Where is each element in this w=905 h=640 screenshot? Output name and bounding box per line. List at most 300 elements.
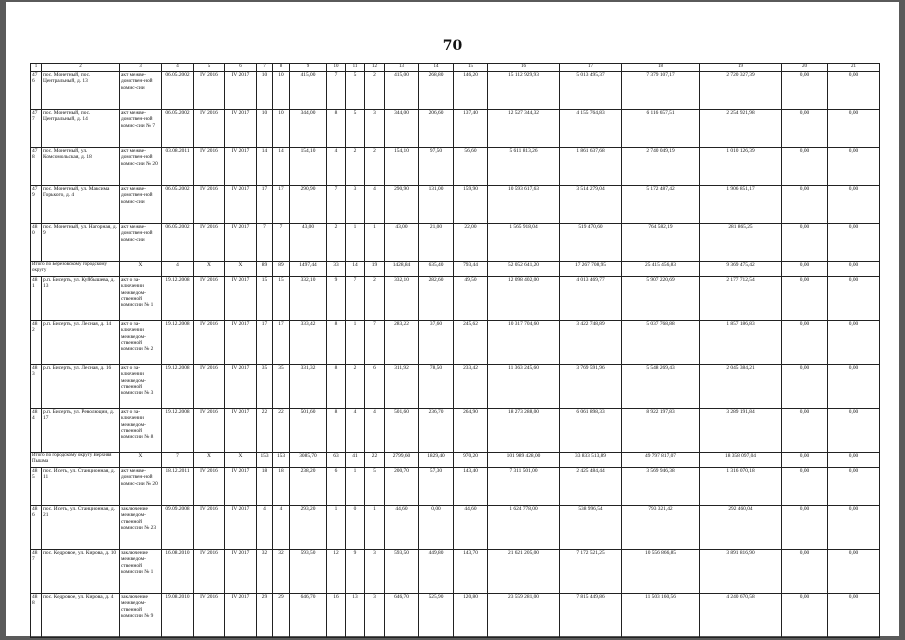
cell-doc: акт межве-домствен-ной комис-сии xyxy=(120,72,162,110)
cell-f2: 6 116 657,51 xyxy=(622,110,700,148)
cell-f2: 49 797 817,07 xyxy=(622,453,700,468)
column-number: 8 xyxy=(273,64,290,72)
column-number: 14 xyxy=(419,64,454,72)
cell-n1: 7 xyxy=(257,224,273,262)
cell-c12: 19 xyxy=(365,262,385,277)
cell-area: 593,50 xyxy=(290,550,327,594)
cell-c15: 44,60 xyxy=(454,506,488,550)
cell-f5: 0,00 xyxy=(828,277,880,321)
cell-f2: 3 569 946,38 xyxy=(622,468,700,506)
cell-n1: 10 xyxy=(257,72,273,110)
cell-doc: X xyxy=(120,453,162,468)
cell-start: IV 2016 xyxy=(194,550,225,594)
cell-doc: акт межве-домствен-ной комис-сии xyxy=(120,224,162,262)
cell-n2: 32 xyxy=(273,550,290,594)
cell-area: 415,00 xyxy=(290,72,327,110)
cell-start: IV 2016 xyxy=(194,594,225,638)
address-cell: пос. Монетный, пос. Центральный, д. 14 xyxy=(42,110,120,148)
table-total-row xyxy=(31,262,880,277)
cell-f1: 5 013 495,37 xyxy=(560,72,622,110)
cell-date: 06.05.2002 xyxy=(162,110,194,148)
cell-area: 3085,70 xyxy=(290,453,327,468)
housing-table xyxy=(30,63,880,638)
cell-date: 03.08.2011 xyxy=(162,148,194,186)
cell-c15: 793,44 xyxy=(454,262,488,277)
column-number: 18 xyxy=(622,64,700,72)
cell-c10: 63 xyxy=(327,453,346,468)
cell-f2: 5 172 487,42 xyxy=(622,186,700,224)
column-number: 16 xyxy=(488,64,560,72)
cell-f1: 538 996,54 xyxy=(560,506,622,550)
table-row xyxy=(31,224,880,262)
cell-c14: 57,30 xyxy=(419,468,454,506)
cell-c15: 245,62 xyxy=(454,321,488,365)
cell-start: IV 2016 xyxy=(194,365,225,409)
cell-c15: 970,20 xyxy=(454,453,488,468)
cell-f5: 0,00 xyxy=(828,409,880,453)
cell-c10: 7 xyxy=(327,186,346,224)
cell-cost: 1 624 778,00 xyxy=(488,506,560,550)
cell-c10: 8 xyxy=(327,365,346,409)
cell-c12: 4 xyxy=(365,186,385,224)
cell-f5: 0,00 xyxy=(828,72,880,110)
cell-f3: 1 316 070,18 xyxy=(700,468,782,506)
cell-area: 1497,44 xyxy=(290,262,327,277)
cell-f1: 3 422 748,89 xyxy=(560,321,622,365)
cell-c11: 1 xyxy=(346,321,365,365)
address-cell: пос. Монетный, ул. Максима Горького, д. 4 xyxy=(42,186,120,224)
cell-f4: 0,00 xyxy=(782,186,828,224)
cell-c12: 4 xyxy=(365,409,385,453)
cell-c14: 97,50 xyxy=(419,148,454,186)
cell-c15: 120,80 xyxy=(454,594,488,638)
address-cell: пос. Кедровое, ул. Кирова, д. 10 xyxy=(42,550,120,594)
cell-f4: 0,00 xyxy=(782,321,828,365)
row-number: 477 xyxy=(31,110,42,148)
column-number: 5 xyxy=(194,64,225,72)
cell-start: IV 2016 xyxy=(194,224,225,262)
cell-c15: 49,50 xyxy=(454,277,488,321)
cell-n1: 29 xyxy=(257,594,273,638)
cell-c11: 13 xyxy=(346,594,365,638)
column-number: 19 xyxy=(700,64,782,72)
table-row xyxy=(31,594,880,638)
cell-c15: 22,00 xyxy=(454,224,488,262)
cell-area: 332,10 xyxy=(290,277,327,321)
cell-f5: 0,00 xyxy=(828,110,880,148)
row-number: 482 xyxy=(31,321,42,365)
cell-f3: 3 891 816,90 xyxy=(700,550,782,594)
cell-n1: 89 xyxy=(257,262,273,277)
cell-f3: 2 177 712,54 xyxy=(700,277,782,321)
column-number: 4 xyxy=(162,64,194,72)
cell-c10: 1 xyxy=(327,506,346,550)
cell-end: IV 2017 xyxy=(225,186,257,224)
cell-f1: 6 061 898,33 xyxy=(560,409,622,453)
cell-c13: 1428,84 xyxy=(385,262,419,277)
column-number: 12 xyxy=(365,64,385,72)
cell-f1: 4 013 469,77 xyxy=(560,277,622,321)
cell-cost: 10 593 617,63 xyxy=(488,186,560,224)
cell-cost: 12 098 402,00 xyxy=(488,277,560,321)
column-number: 15 xyxy=(454,64,488,72)
address-cell: пос. Исеть, ул. Станционная, д. 21 xyxy=(42,506,120,550)
cell-f4: 0,00 xyxy=(782,506,828,550)
cell-cost: 18 273 288,00 xyxy=(488,409,560,453)
cell-n2: 17 xyxy=(273,321,290,365)
cell-c10: 8 xyxy=(327,409,346,453)
cell-f4: 0,00 xyxy=(782,365,828,409)
cell-f2: 793 321,42 xyxy=(622,506,700,550)
cell-n1: 22 xyxy=(257,409,273,453)
cell-area: 154,10 xyxy=(290,148,327,186)
cell-c10: 2 xyxy=(327,224,346,262)
cell-c11: 2 xyxy=(346,148,365,186)
cell-c15: 56,60 xyxy=(454,148,488,186)
cell-c14: 525,90 xyxy=(419,594,454,638)
cell-c10: 33 xyxy=(327,262,346,277)
cell-n1: 4 xyxy=(257,506,273,550)
cell-n2: 29 xyxy=(273,594,290,638)
cell-c12: 2 xyxy=(365,72,385,110)
cell-cost: 12 527 344,32 xyxy=(488,110,560,148)
cell-n2: 153 xyxy=(273,453,290,468)
cell-date: 19.12.2008 xyxy=(162,365,194,409)
row-number: 480 xyxy=(31,224,42,262)
cell-start: IV 2016 xyxy=(194,110,225,148)
cell-c14: 1829,40 xyxy=(419,453,454,468)
cell-n2: 18 xyxy=(273,468,290,506)
cell-cost: 15 112 929,93 xyxy=(488,72,560,110)
cell-n1: 153 xyxy=(257,453,273,468)
cell-end: IV 2017 xyxy=(225,72,257,110)
cell-n2: 15 xyxy=(273,277,290,321)
cell-f5: 0,00 xyxy=(828,453,880,468)
cell-f3: 1 857 186,83 xyxy=(700,321,782,365)
cell-c11: 0 xyxy=(346,506,365,550)
cell-end: IV 2017 xyxy=(225,409,257,453)
cell-n2: 7 xyxy=(273,224,290,262)
cell-doc: акт межве-домствен-ной комис-сии № 7 xyxy=(120,110,162,148)
cell-f2: 7 379 107,17 xyxy=(622,72,700,110)
cell-f2: 8 922 197,83 xyxy=(622,409,700,453)
cell-f5: 0,00 xyxy=(828,594,880,638)
cell-f3: 2 045 384,21 xyxy=(700,365,782,409)
table-row xyxy=(31,468,880,506)
total-label: Итого по Березовскому городскому округу xyxy=(31,262,120,277)
cell-n2: 89 xyxy=(273,262,290,277)
address-cell: пос. Монетный, пос. Центральный, д. 13 xyxy=(42,72,120,110)
cell-f5: 0,00 xyxy=(828,148,880,186)
cell-f5: 0,00 xyxy=(828,224,880,262)
cell-f2: 11 503 160,56 xyxy=(622,594,700,638)
cell-c13: 593,50 xyxy=(385,550,419,594)
row-number: 478 xyxy=(31,148,42,186)
cell-doc: заключение межведом-ственной комиссии № 1 xyxy=(120,550,162,594)
cell-start: IV 2016 xyxy=(194,186,225,224)
cell-n1: 32 xyxy=(257,550,273,594)
cell-f4: 0,00 xyxy=(782,409,828,453)
cell-f4: 0,00 xyxy=(782,224,828,262)
cell-doc: заключение межведом-ственной комиссии № 9 xyxy=(120,594,162,638)
cell-f3: 2 720 327,39 xyxy=(700,72,782,110)
cell-f4: 0,00 xyxy=(782,148,828,186)
cell-f2: 5 037 768,88 xyxy=(622,321,700,365)
cell-c11: 2 xyxy=(346,365,365,409)
cell-cost: 23 559 281,00 xyxy=(488,594,560,638)
cell-c10: 6 xyxy=(327,468,346,506)
cell-doc: акт межве-домствен-ной комис-сии № 20 xyxy=(120,468,162,506)
cell-c12: 3 xyxy=(365,550,385,594)
table-row xyxy=(31,72,880,110)
cell-c13: 283,22 xyxy=(385,321,419,365)
cell-f1: 33 833 513,89 xyxy=(560,453,622,468)
row-number: 488 xyxy=(31,594,42,638)
cell-area: 290,90 xyxy=(290,186,327,224)
cell-c13: 344,00 xyxy=(385,110,419,148)
page-number: 70 xyxy=(442,38,463,54)
row-number: 487 xyxy=(31,550,42,594)
address-cell: пос. Исеть, ул. Станционная, д. 11 xyxy=(42,468,120,506)
address-cell: р.п. Бисерть, ул. Революции, д. 17 xyxy=(42,409,120,453)
table-row xyxy=(31,321,880,365)
table-row xyxy=(31,148,880,186)
cell-doc: акт межве-домствен-ной комис-сии xyxy=(120,186,162,224)
cell-cost: 11 363 245,60 xyxy=(488,365,560,409)
cell-doc: акт о за-ключении межведом-ственной комиссии № 3 xyxy=(120,365,162,409)
cell-date: 19.12.2008 xyxy=(162,277,194,321)
cell-start: IV 2016 xyxy=(194,409,225,453)
cell-n1: 18 xyxy=(257,468,273,506)
cell-end: IV 2017 xyxy=(225,110,257,148)
cell-f4: 0,00 xyxy=(782,594,828,638)
cell-f2: 10 556 866,85 xyxy=(622,550,700,594)
table-row xyxy=(31,186,880,224)
row-number: 476 xyxy=(31,72,42,110)
cell-date: 7 xyxy=(162,453,194,468)
cell-c13: 200,70 xyxy=(385,468,419,506)
cell-cost: 1 565 918,04 xyxy=(488,224,560,262)
cell-cost: 101 989 428,00 xyxy=(488,453,560,468)
cell-end: IV 2017 xyxy=(225,468,257,506)
cell-f5: 0,00 xyxy=(828,365,880,409)
cell-area: 501,60 xyxy=(290,409,327,453)
column-number: 1 xyxy=(31,64,42,72)
cell-f3: 3 289 191,84 xyxy=(700,409,782,453)
cell-area: 333,42 xyxy=(290,321,327,365)
cell-c10: 8 xyxy=(327,110,346,148)
cell-f4: 0,00 xyxy=(782,110,828,148)
cell-doc: X xyxy=(120,262,162,277)
row-number: 481 xyxy=(31,277,42,321)
cell-c15: 143,40 xyxy=(454,468,488,506)
cell-f2: 5 907 220,69 xyxy=(622,277,700,321)
cell-end: IV 2017 xyxy=(225,277,257,321)
address-cell: р.п. Бисерть, ул. Лесная, д. 16 xyxy=(42,365,120,409)
cell-end: IV 2017 xyxy=(225,148,257,186)
cell-cost: 5 611 813,26 xyxy=(488,148,560,186)
cell-f5: 0,00 xyxy=(828,186,880,224)
cell-cost: 21 621 205,00 xyxy=(488,550,560,594)
cell-n2: 14 xyxy=(273,148,290,186)
cell-f1: 3 769 591,96 xyxy=(560,365,622,409)
cell-doc: акт о за-ключении межведом-ственной комиссии № 8 xyxy=(120,409,162,453)
cell-c10: 12 xyxy=(327,550,346,594)
cell-date: 18.12.2011 xyxy=(162,468,194,506)
cell-start: X xyxy=(194,262,225,277)
column-number-row xyxy=(31,64,880,72)
cell-c15: 159,90 xyxy=(454,186,488,224)
address-cell: пос. Кедровое, ул. Кирова, д. 4 xyxy=(42,594,120,638)
cell-c13: 154,10 xyxy=(385,148,419,186)
cell-n2: 10 xyxy=(273,110,290,148)
row-number: 479 xyxy=(31,186,42,224)
cell-area: 344,00 xyxy=(290,110,327,148)
column-number: 17 xyxy=(560,64,622,72)
cell-c11: 5 xyxy=(346,72,365,110)
row-number: 486 xyxy=(31,506,42,550)
cell-c10: 4 xyxy=(327,148,346,186)
cell-f4: 0,00 xyxy=(782,453,828,468)
cell-c13: 44,60 xyxy=(385,506,419,550)
cell-area: 238,20 xyxy=(290,468,327,506)
cell-date: 06.05.2002 xyxy=(162,72,194,110)
cell-f2: 764 582,19 xyxy=(622,224,700,262)
address-cell: пос. Монетный, ул. Комсомольская, д. 18 xyxy=(42,148,120,186)
cell-c15: 264,90 xyxy=(454,409,488,453)
cell-cost: 7 311 501,00 xyxy=(488,468,560,506)
cell-c11: 41 xyxy=(346,453,365,468)
cell-f1: 4 155 764,83 xyxy=(560,110,622,148)
address-cell: р.п. Бисерть, ул. Лесная, д. 14 xyxy=(42,321,120,365)
cell-end: IV 2017 xyxy=(225,365,257,409)
cell-c12: 1 xyxy=(365,224,385,262)
cell-doc: акт о за-ключении межведом-ственной комиссии № 1 xyxy=(120,277,162,321)
cell-c14: 78,50 xyxy=(419,365,454,409)
cell-f3: 1 906 851,17 xyxy=(700,186,782,224)
cell-date: 19.12.2008 xyxy=(162,321,194,365)
column-number: 3 xyxy=(120,64,162,72)
cell-end: IV 2017 xyxy=(225,594,257,638)
cell-c14: 0,00 xyxy=(419,506,454,550)
cell-c15: 233,42 xyxy=(454,365,488,409)
cell-c12: 7 xyxy=(365,321,385,365)
cell-date: 19.12.2008 xyxy=(162,409,194,453)
row-number: 485 xyxy=(31,468,42,506)
cell-n1: 14 xyxy=(257,148,273,186)
cell-f5: 0,00 xyxy=(828,550,880,594)
cell-c14: 268,80 xyxy=(419,72,454,110)
total-label: Итого по городскому округу Верхняя Пышма xyxy=(31,453,120,468)
cell-n2: 10 xyxy=(273,72,290,110)
cell-c14: 635,40 xyxy=(419,262,454,277)
cell-n2: 4 xyxy=(273,506,290,550)
cell-f1: 7 172 521,25 xyxy=(560,550,622,594)
cell-area: 331,32 xyxy=(290,365,327,409)
cell-c13: 332,10 xyxy=(385,277,419,321)
cell-f3: 9 369 475,42 xyxy=(700,262,782,277)
cell-c11: 1 xyxy=(346,468,365,506)
table-row xyxy=(31,277,880,321)
cell-c15: 137,40 xyxy=(454,110,488,148)
cell-cost: 10 317 704,60 xyxy=(488,321,560,365)
cell-c13: 43,00 xyxy=(385,224,419,262)
row-number: 483 xyxy=(31,365,42,409)
cell-f1: 17 267 708,95 xyxy=(560,262,622,277)
cell-f3: 1 010 126,39 xyxy=(700,148,782,186)
cell-f3: 4 240 670,58 xyxy=(700,594,782,638)
cell-end: X xyxy=(225,453,257,468)
cell-c12: 22 xyxy=(365,453,385,468)
cell-end: IV 2017 xyxy=(225,224,257,262)
cell-f3: 281 865,25 xyxy=(700,224,782,262)
cell-c11: 4 xyxy=(346,409,365,453)
cell-f4: 0,00 xyxy=(782,262,828,277)
cell-end: IV 2017 xyxy=(225,550,257,594)
cell-c13: 646,70 xyxy=(385,594,419,638)
address-cell: р.п. Бисерть, ул. Куйбышева, д. 13 xyxy=(42,277,120,321)
cell-c13: 2799,60 xyxy=(385,453,419,468)
cell-c14: 131,00 xyxy=(419,186,454,224)
cell-c11: 14 xyxy=(346,262,365,277)
cell-f4: 0,00 xyxy=(782,277,828,321)
cell-c13: 311,92 xyxy=(385,365,419,409)
cell-start: IV 2016 xyxy=(194,72,225,110)
cell-f2: 5 548 269,43 xyxy=(622,365,700,409)
cell-f1: 7 815 449,86 xyxy=(560,594,622,638)
cell-c13: 290,90 xyxy=(385,186,419,224)
cell-f4: 0,00 xyxy=(782,550,828,594)
cell-f5: 0,00 xyxy=(828,506,880,550)
cell-c10: 16 xyxy=(327,594,346,638)
column-number: 7 xyxy=(257,64,273,72)
cell-end: X xyxy=(225,262,257,277)
cell-c12: 3 xyxy=(365,594,385,638)
cell-c11: 7 xyxy=(346,277,365,321)
cell-start: X xyxy=(194,453,225,468)
cell-start: IV 2016 xyxy=(194,468,225,506)
cell-area: 293,20 xyxy=(290,506,327,550)
cell-area: 646,70 xyxy=(290,594,327,638)
cell-f5: 0,00 xyxy=(828,321,880,365)
cell-c12: 2 xyxy=(365,277,385,321)
table-total-row xyxy=(31,453,880,468)
row-number: 484 xyxy=(31,409,42,453)
cell-n1: 17 xyxy=(257,186,273,224)
cell-doc: акт межве-домствен-ной комис-сии № 20 xyxy=(120,148,162,186)
cell-c14: 206,60 xyxy=(419,110,454,148)
cell-f5: 0,00 xyxy=(828,262,880,277)
cell-doc: акт о за-ключении межведом-ственной комиссии № 2 xyxy=(120,321,162,365)
column-number: 6 xyxy=(225,64,257,72)
cell-c11: 3 xyxy=(346,186,365,224)
cell-c10: 9 xyxy=(327,277,346,321)
cell-c15: 143,70 xyxy=(454,550,488,594)
cell-end: IV 2017 xyxy=(225,321,257,365)
cell-n1: 15 xyxy=(257,277,273,321)
column-number: 9 xyxy=(290,64,327,72)
column-number: 21 xyxy=(828,64,880,72)
cell-c12: 3 xyxy=(365,110,385,148)
cell-start: IV 2016 xyxy=(194,148,225,186)
cell-date: 06.05.2002 xyxy=(162,186,194,224)
cell-date: 06.05.2002 xyxy=(162,224,194,262)
cell-c15: 146,20 xyxy=(454,72,488,110)
cell-c14: 37,60 xyxy=(419,321,454,365)
cell-c10: 8 xyxy=(327,321,346,365)
cell-f2: 25 415 456,83 xyxy=(622,262,700,277)
cell-n1: 35 xyxy=(257,365,273,409)
